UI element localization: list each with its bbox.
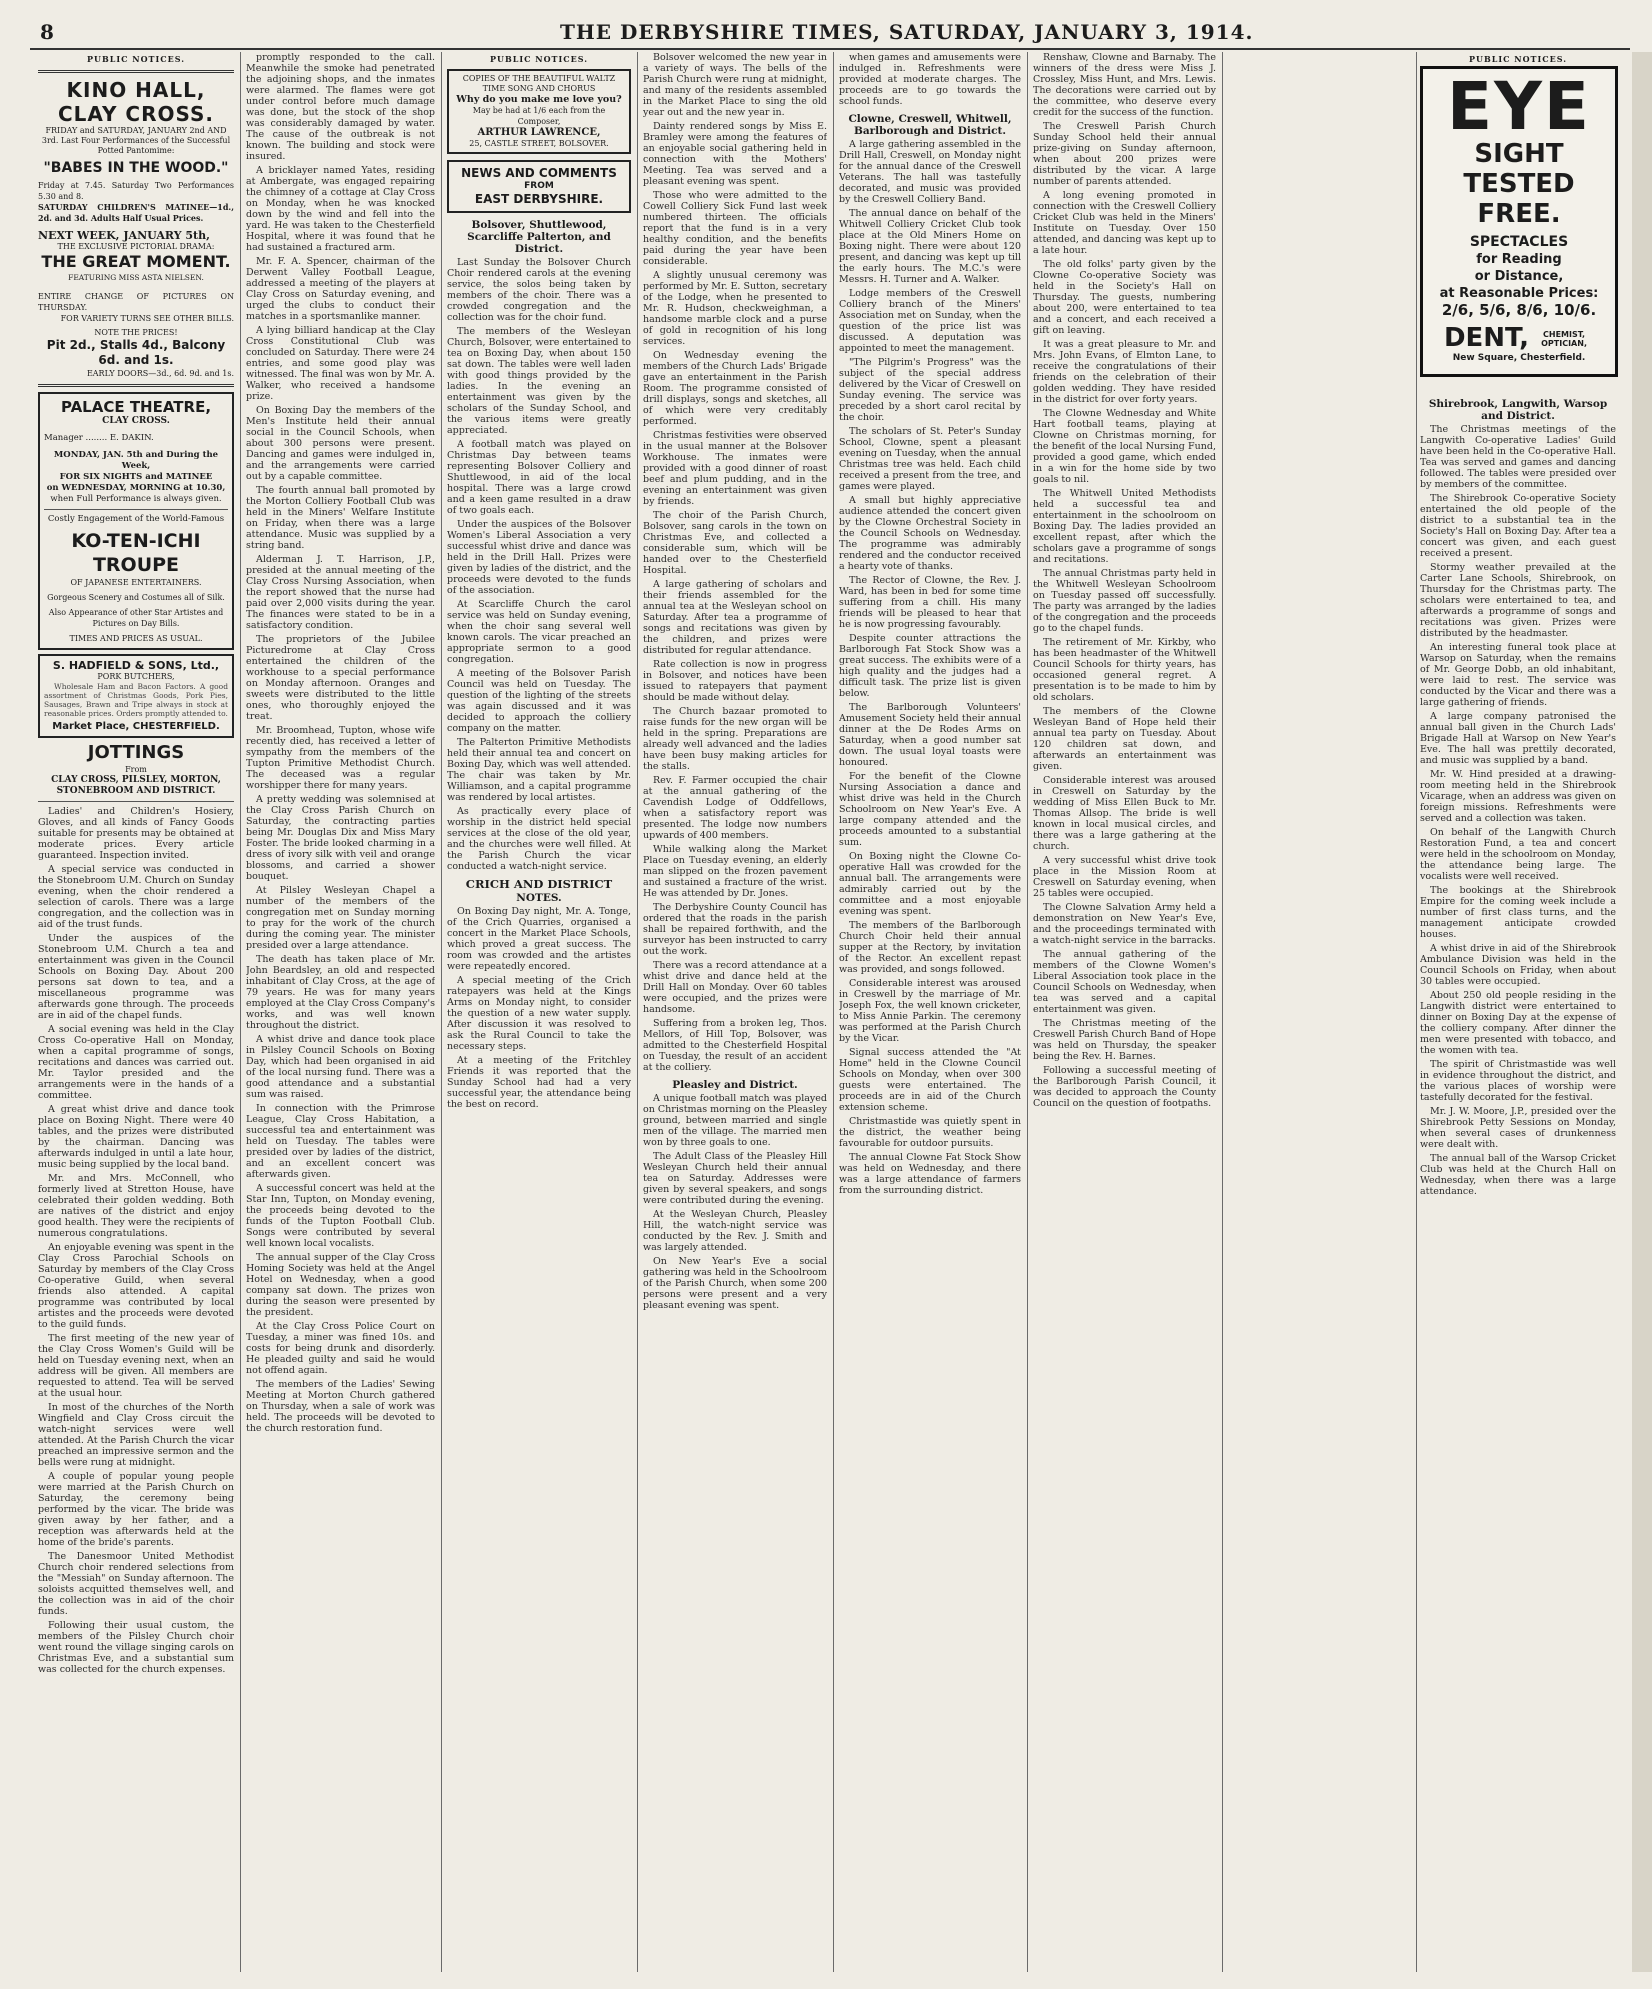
column-3 (447, 52, 631, 1972)
waltz-song-ad (447, 69, 631, 154)
newspaper-title: THE DERBYSHIRE TIMES, SATURDAY, JANUARY 3, 1914. (560, 20, 1254, 44)
clowne-heading: Clowne, Creswell, Whitwell, Barlborough and District. (848, 113, 1012, 137)
column-1 (38, 52, 234, 1972)
ad-reasonable: at Reasonable Prices: (1439, 286, 1599, 301)
kino-next-week: NEXT WEEK, JANUARY 5th, (38, 229, 210, 242)
kino-times: Friday at 7.45. Saturday Two Performances 5.30 and 8. (38, 181, 234, 201)
hadfield-ad (38, 654, 234, 738)
news-heading-box (447, 160, 631, 213)
column-7-body: Shirebrook, Langwith, Warsop and District. The Christmas meetings of the Langwith Co-operative Ladies' Guild have been held in the Co-operative Hall. Tea was served and games and dancing followed. The tables were presided over by members of the committee. The Shirebrook Co-operative Society entertained the old people of the district to a substantial tea in the Society's Hall on Boxing Day. After tea a concert was given, and each guest received a present. Stormy weather prevailed at the Carter Lane Schools, Shirebrook, on Thursday for the Christmas party. The scholars were entertained to tea, and afterwards a programme of songs and recitations was given. Prizes were distributed by the headmaster. An interesting funeral took place at Warsop on Saturday, when the remains of Mr. George Dobb, an old inhabitant, were laid to rest. The service was conducted by the Vicar and there was a large gathering of friends. A large company patronised the annual ball given in the Church Lads' Brigade Hall at Warsop on New Year's Eve. The hall was prettily decorated, and music was supplied by a band. Mr. W. Hind presided at a drawing-room meeting held in the Shirebrook Vicarage, when an address was given on foreign missions. Refreshments were served and a collection was taken. On behalf of the Langwith Church Restoration Fund, a tea and concert were held in the schoolroom on Monday, the attendance being large. The vocalists were well received. The bookings at the Shirebrook Empire for the coming week include a number of first class turns, and the management anticipate crowded houses. A whist drive in aid of the Shirebrook Ambulance Division was held in the Council Schools on Friday, when about 30 tables were occupied. About 250 old people residing in the Langwith district were entertained to dinner on Boxing Day at the expense of the colliery company. After dinner the men were presented with tobacco, and the women with tea. The spirit of Christmastide was well in evidence throughout the district, and the various places of worship were tastefully decorated for the festival. Mr. J. W. Moore, J.P., presided over the Shirebrook Petty Sessions on Monday, when several cases of drunkenness were dealt with. The annual ball of the Warsop Cricket Club was held at the Church Hall on Wednesday, when there was a large attendance. (1420, 398, 1616, 1197)
jottings-places: CLAY CROSS, PILSLEY, MORTON, STONEBROOM AND DISTRICT. (51, 775, 221, 796)
palace-times: TIMES AND PRICES AS USUAL. (69, 634, 203, 643)
divider (38, 70, 234, 73)
section-label: PUBLIC NOTICES. (1469, 54, 1567, 64)
section-label: PUBLIC NOTICES. (87, 54, 185, 64)
waltz-title: Why do you make me love you? (456, 94, 622, 105)
palace-wednesday: on WEDNESDAY, MORNING at 10.30, (46, 483, 226, 493)
ad-eye: EYE (1447, 68, 1591, 145)
page-number: 8 (40, 20, 55, 44)
ad-reading: for Reading (1476, 252, 1562, 267)
palace-theatre-ad (38, 392, 234, 650)
article-body: Last Sunday the Bolsover Church Choir rendered carols at the evening service, the solos being taken by members of the choir. There was a crowded congregation and the collection was for the choir fund. The members of the Wesleyan Church, Bolsover, were entertained to tea on Boxing Day, when about 150 sat down. The tables were well laden with good things provided by the ladies. In the evening an entertainment was given by the scholars of the Sunday School, and the various items were greatly appreciated. A football match was played on Christmas Day between teams representing Bolsover Colliery and Shuttlewood, in aid of the local hospital. There was a large crowd and a keen game resulted in a draw of two goals each. Under the auspices of the Bolsover Women's Liberal Association a very successful whist drive and dance was held in the Drill Hall. Prizes were given by ladies of the district, and the proceeds were devoted to the funds of the association. At Scarcliffe Church the carol service was held on Sunday evening, when the choir sang several well known carols. The vicar preached an appropriate sermon to a good congregation. A meeting of the Bolsover Parish Council was held on Tuesday. The question of the lighting of the streets was again discussed and it was decided to approach the colliery company on the matter. The Palterton Primitive Methodists held their annual tea and concert on Boxing Day, which was well attended. The chair was taken by Mr. Williamson, and a capital programme was rendered by local artistes. As practically every place of worship in the district held special services at the close of the old year, and the churches were well filled. At the Parish Church the vicar conducted a watch-night service. (447, 257, 631, 872)
palace-manager: Manager ........ E. DAKIN. (44, 433, 154, 443)
kino-hall-title: KINO HALL, CLAY CROSS. (57, 78, 215, 126)
divider (38, 801, 234, 802)
palace-full: when Full Performance is always given. (50, 494, 222, 504)
hadfield-sub: PORK BUTCHERS, (97, 672, 175, 681)
kino-featuring: FEATURING MISS ASTA NIELSEN. (68, 273, 204, 282)
kino-exclusive: THE EXCLUSIVE PICTORIAL DRAMA: (57, 242, 215, 251)
palace-place: CLAY CROSS. (102, 416, 170, 426)
kino-variety: FOR VARIETY TURNS SEE OTHER BILLS. (60, 314, 234, 323)
ad-prices: 2/6, 5/6, 8/6, 10/6. (1441, 301, 1597, 319)
kino-change: ENTIRE CHANGE OF PICTURES ON THURSDAY. (38, 292, 234, 312)
kino-note: NOTE THE PRICES! (94, 328, 178, 337)
column-rule (833, 52, 834, 1972)
ad-free: FREE. (1477, 199, 1561, 229)
shirebrook-heading: Shirebrook, Langwith, Warsop and District. (1428, 398, 1608, 422)
column-rule (1416, 52, 1417, 1972)
column-2: promptly responded to the call. Meanwhile the smoke had penetrated the adjoining shops, and the inmates were alarmed. The flames were got under control before much damage was done, but the stock of the shop was considerably damaged by water. The cause of the outbreak is not known. The building and stock were insured. A bricklayer named Yates, residing at Ambergate, was engaged repairing the chimney of a cottage at Clay Cross on Monday, when he was knocked down by the wind and fell into the yard. He was taken to the Chesterfield Hospital, where it was found that he had sustained a fractured arm. Mr. F. A. Spencer, chairman of the Derwent Valley Football League, addressed a meeting of the players at Clay Cross on Saturday evening, and urged the clubs to conduct their matches in a sportsmanlike manner. A lying billiard handicap at the Clay Cross Constitutional Club was concluded on Saturday. There were 24 entries, and some good play was witnessed. The final was won by Mr. A. Walker, who received a handsome prize. On Boxing Day the members of the Men's Institute held their annual social in the Council Schools, when about 300 persons were present. Dancing and games were indulged in, and the arrangements were carried out by a capable committee. The fourth annual ball promoted by the Morton Colliery Football Club was held in the Miners' Welfare Institute on Friday, when there was a large attendance. Music was supplied by a string band. Alderman J. T. Harrison, J.P., presided at the annual meeting of the Clay Cross Nursing Association, when the report showed that the nurse had paid over 2,000 visits during the year. The finances were stated to be in a satisfactory condition. The proprietors of the Jubilee Picturedrome at Clay Cross entertained the children of the workhouse to a special performance on Monday afternoon. Oranges and sweets were distributed to the little ones, who thoroughly enjoyed the treat. Mr. Broomhead, Tupton, whose wife recently died, has received a letter of sympathy from the members of the Tupton Primitive Methodist Church. The deceased was a regular worshipper there for many years. A pretty wedding was solemnised at the Clay Cross Parish Church on Saturday, the contracting parties being Mr. Douglas Dix and Miss Mary Foster. The bride looked charming in a dress of ivory silk with veil and orange blossoms, and carried a shower bouquet. At Pilsley Wesleyan Chapel a number of the members of the congregation met on Sunday morning to pray for the work of the church during the coming year. The minister presided over a large attendance. The death has taken place of Mr. John Beardsley, an old and respected inhabitant of Clay Cross, at the age of 79 years. He was for many years employed at the Clay Cross Company's works, and was well known throughout the district. A whist drive and dance took place in Pilsley Council Schools on Boxing Day, which had been organised in aid of the local nursing fund. There was a good attendance and a substantial sum was raised. In connection with the Primrose League, Clay Cross Habitation, a successful tea and entertainment was held on Tuesday. The tables were presided over by ladies of the district, and an excellent concert was afterwards given. A successful concert was held at the Star Inn, Tupton, on Monday evening, the proceeds being devoted to the funds of the Tupton Football Club. Songs were contributed by several well known local vocalists. The annual supper of the Clay Cross Homing Society was held at the Angel Hotel on Wednesday, when a good company sat down. The prizes won during the season were presented by the president. At the Clay Cross Police Court on Tuesday, a miner was fined 10s. and costs for being drunk and disorderly. He pleaded guilty and said he would not offend again. The members of the Ladies' Sewing Meeting at Morton Church gathered on Thursday, when a sale of work was held. The proceeds will be devoted to the church restoration fund. (246, 52, 435, 1434)
column-6: Renshaw, Clowne and Barnaby. The winners of the dress were Miss J. Crossley, Miss Hunt, and Mrs. Lewis. The decorations were carried out by the committee, who deserve every credit for the success of the function. The Creswell Parish Church Sunday School held their annual prize-giving on Sunday afternoon, when about 200 prizes were distributed by the vicar. A large number of parents attended. A long evening promoted in connection with the Creswell Colliery Cricket Club was held in the Miners' Institute on Tuesday. Over 150 attended, and dancing was kept up to a late hour. The old folks' party given by the Clowne Co-operative Society was held in the Society's Hall on Thursday. The guests, numbering about 200, were entertained to tea and a concert, and each received a gift on leaving. It was a great pleasure to Mr. and Mrs. John Evans, of Elmton Lane, to receive the congratulations of their friends on the celebration of their golden wedding. They have resided in the district for over forty years. The Clowne Wednesday and White Hart football teams, playing at Clowne on Christmas morning, for the benefit of the local Nursing Fund, provided a good game, which ended in a win for the home side by two goals to nil. The Whitwell United Methodists held a successful tea and entertainment in the schoolroom on Boxing Day. The ladies provided an excellent repast, after which the scholars gave a programme of songs and recitations. The annual Christmas party held in the Whitwell Wesleyan Schoolroom on Tuesday passed off successfully. The party was arranged by the ladies of the congregation and the proceeds go to the chapel funds. The retirement of Mr. Kirkby, who has been headmaster of the Whitwell Council Schools for thirty years, has occasioned general regret. A presentation is to be made to him by old scholars. The members of the Clowne Wesleyan Band of Hope held their annual tea party on Tuesday. About 120 children sat down, and afterwards an entertainment was given. Considerable interest was aroused in Creswell on Saturday by the wedding of Miss Ellen Buck to Mr. Thomas Allsop. The bride is well known in local musical circles, and there was a large gathering at the church. A very successful whist drive took place in the Mission Room at Creswell on Saturday evening, when 25 tables were occupied. The Clowne Salvation Army held a demonstration on New Year's Eve, and the proceedings terminated with a watch-night service in the barracks. The annual gathering of the members of the Clowne Women's Liberal Association took place in the Council Schools on Wednesday, when tea was served and a capital entertainment was given. The Christmas meeting of the Creswell Parish Church Band of Hope was held on Thursday, the speaker being the Rev. H. Barnes. Following a successful meeting of the Barlborough Parish Council, it was decided to approach the County Council on the question of footpaths. (1033, 52, 1216, 1109)
section-label: PUBLIC NOTICES. (490, 54, 588, 64)
palace-title: PALACE THEATRE, (60, 398, 212, 416)
waltz-line-2: May be had at 1/6 each from the Composer, (472, 106, 606, 126)
palace-nights: FOR SIX NIGHTS and MATINEE (59, 472, 213, 482)
kino-drama: THE GREAT MOMENT. (41, 252, 231, 271)
ad-spectacles: SPECTACLES (1469, 234, 1569, 250)
troupe-japanese: OF JAPANESE ENTERTAINERS. (70, 578, 202, 587)
article-body: On Boxing Day night, Mr. A. Tonge, of the Crich Quarries, organised a concert in the Market Place Schools, which proved a great success. The room was crowded and the artistes were repeatedly encored. A special meeting of the Crich ratepayers was held at the Kings Arms on Monday night, to consider the question of a new water supply. After discussion it was resolved to ask the Rural Council to take the necessary steps. At a meeting of the Fritchley Friends it was reported that the Sunday School had had a very successful year, the attendance being the best on record. (447, 906, 631, 1110)
column-rule (1027, 52, 1028, 1972)
kino-matinee: SATURDAY CHILDREN'S MATINEE—1d., 2d. and 3d. Adults Half Usual Prices. (38, 202, 234, 223)
column-rule (240, 52, 241, 1972)
ad-dent-title: CHEMIST, OPTICIAN, (1541, 330, 1587, 348)
palace-monday: MONDAY, JAN. 5th and During the Week, (53, 450, 219, 471)
waltz-composer: ARTHUR LAWRENCE, (477, 127, 601, 138)
page-edge (1632, 52, 1652, 1972)
troupe-name-2: TROUPE (92, 554, 180, 576)
hadfield-name: S. HADFIELD & SONS, Ltd., (52, 659, 220, 672)
ad-sight: SIGHT (1474, 139, 1564, 169)
kino-feature: "BABES IN THE WOOD." (43, 160, 229, 176)
ad-tested: TESTED (1463, 169, 1575, 199)
column-rule (637, 52, 638, 1972)
kino-early: EARLY DOORS—3d., 6d. 9d. and 1s. (86, 369, 234, 378)
crich-heading-2: NOTES. (516, 892, 562, 904)
masthead (30, 18, 1630, 50)
ad-body-text: Wholesale Ham and Bacon Factors. A good assortment of Christmas Goods, Pork Pies, Sausages, Brawn and Tripe always in stock at reasonable prices. Orders promptly attended to. (44, 682, 228, 718)
crich-heading-1: CRICH AND DISTRICT (465, 877, 613, 891)
waltz-line-1: COPIES OF THE BEAUTIFUL WALTZ TIME SONG AND CHORUS (462, 74, 616, 93)
ad-address: New Square, Chesterfield. (1452, 353, 1586, 363)
waltz-address: 25, CASTLE STREET, BOLSOVER. (469, 139, 609, 148)
eye-sight-ad (1420, 66, 1618, 377)
bolsover-heading: Bolsover, Shuttlewood, Scarcliffe Palterton, and District. (467, 219, 611, 255)
column-rule (1222, 52, 1223, 1972)
kino-line: FRIDAY and SATURDAY, JANUARY 2nd AND 3rd. Last Four Performances of the Successful Potted Pantomime: (41, 126, 231, 155)
divider (38, 384, 234, 387)
divider (44, 509, 228, 510)
article-body: Ladies' and Children's Hosiery, Gloves, and all kinds of Fancy Goods suitable for presents may be obtained at moderate prices. Every article guaranteed. Inspection invited. A special service was conducted in the Stonebroom U.M. Church on Sunday evening, when the choir rendered a selection of carols. There was a large congregation, and the collection was in aid of the trust funds. Under the auspices of the Stonebroom U.M. Church a tea and entertainment was given in the Council Schools on Boxing Day. About 200 persons sat down to tea, and a miscellaneous programme was afterwards gone through. The proceeds are in aid of the chapel funds. A social evening was held in the Clay Cross Co-operative Hall on Monday, when a capital programme of songs, recitations and dances was carried out. Mr. Taylor presided and the arrangements were in the hands of a committee. A great whist drive and dance took place on Boxing Night. There were 40 tables, and the prizes were distributed by the chairman. Dancing was afterwards indulged in until a late hour, music being supplied by the local band. Mr. and Mrs. McConnell, who formerly lived at Stretton House, have celebrated their golden wedding. Both are natives of the district and enjoy good health. They were the recipients of numerous congratulations. An enjoyable evening was spent in the Clay Cross Parochial Schools on Saturday by members of the Clay Cross Co-operative Guild, when several friends also attended. A capital programme was contributed by local artistes and the proceeds were devoted to the guild funds. The first meeting of the new year of the Clay Cross Women's Guild will be held on Tuesday evening next, when an address will be given. All members are requested to attend. Tea will be served at the usual hour. In most of the churches of the North Wingfield and Clay Cross circuit the watch-night services were well attended. At the Parish Church the vicar preached an impressive sermon and the bells were rung at midnight. A couple of popular young people were married at the Parish Church on Saturday, the ceremony being performed by the vicar. The bride was given away by her father, and a reception was afterwards held at the home of the bride's parents. The Danesmoor United Methodist Church choir rendered selections from the "Messiah" on Sunday afternoon. The soloists acquitted themselves well, and the collection was in aid of the choir funds. Following their usual custom, the members of the Pilsley Church choir went round the village singing carols on Christmas Eve, and a substantial sum was collected for the church expenses. (38, 806, 234, 1675)
hadfield-market: Market Place, CHESTERFIELD. (52, 721, 220, 732)
news-title-2: FROM (524, 181, 554, 191)
palace-costly: Costly Engagement of the World-Famous (47, 514, 225, 524)
jottings-title: JOTTINGS (87, 742, 185, 763)
column-4: Bolsover welcomed the new year in a variety of ways. The bells of the Parish Church were rung at midnight, and many of the residents assembled in the Market Place to sing the old year out and the new year in. Dainty rendered songs by Miss E. Bramley were among the features of an enjoyable social gathering held in connection with the Mothers' Meeting. Tea was served and a pleasant evening was spent. Those who were admitted to the Cowell Colliery Sick Fund last week numbered thirteen. The officials report that the fund is in a very healthy condition, and the benefits paid during the year have been considerable. A slightly unusual ceremony was performed by Mr. E. Sutton, secretary of the Lodge, when he presented to Mr. R. Hudson, checkweighman, a handsome marble clock and a purse of gold in recognition of his long services. On Wednesday evening the members of the Church Lads' Brigade gave an entertainment in the Parish Room. The programme consisted of drill displays, songs and sketches, all of which were very creditably performed. Christmas festivities were observed in the usual manner at the Bolsover Workhouse. The inmates were provided with a good dinner of roast beef and plum pudding, and in the evening an entertainment was given by friends. The choir of the Parish Church, Bolsover, sang carols in the town on Christmas Eve, and collected a considerable sum, which will be handed over to the Chesterfield Hospital. A large gathering of scholars and their friends assembled for the annual tea at the Wesleyan school on Saturday. After tea a programme of songs and recitations was given by the children, and prizes were distributed for regular attendance. Rate collection is now in progress in Bolsover, and notices have been issued to ratepayers that payment should be made without delay. The Church bazaar promoted to raise funds for the new organ will be held in the spring. Preparations are already well advanced and the ladies have been busy making articles for the stalls. Rev. F. Farmer occupied the chair at the annual gathering of the Cavendish Lodge of Oddfellows, when a satisfactory report was presented. The lodge now numbers upwards of 400 members. While walking along the Market Place on Tuesday evening, an elderly man slipped on the frozen pavement and sustained a fracture of the wrist. He was attended by Dr. Jones. The Derbyshire County Council has ordered that the roads in the parish shall be repaired forthwith, and the surveyor has been instructed to carry out the work. There was a record attendance at a whist drive and dance held at the Drill Hall on Monday. Over 60 tables were occupied, and the prizes were handsome. Suffering from a broken leg, Thos. Mellors, of Hill Top, Bolsover, was admitted to the Chesterfield Hospital on Tuesday, the result of an accident at the colliery. Pleasley and District. A unique football match was played on Christmas morning on the Pleasley ground, between married and single men of the village. The married men won by three goals to one. The Adult Class of the Pleasley Hill Wesleyan Church held their annual tea on Saturday. Addresses were given by several speakers, and songs were contributed during the evening. At the Wesleyan Church, Pleasley Hill, the watch-night service was conducted by the Rev. J. Smith and was largely attended. On New Year's Eve a social gathering was held in the Schoolroom of the Parish Church, when some 200 persons were present and a very pleasant evening was spent. (643, 52, 827, 1311)
troupe-name-1: KO-TEN-ICHI (71, 530, 201, 552)
pleasley-heading: Pleasley and District. (672, 1079, 798, 1091)
troupe-scenery: Gorgeous Scenery and Costumes all of Silk. (47, 593, 225, 602)
column-rule (441, 52, 442, 1972)
ad-distance: or Distance, (1474, 269, 1564, 284)
column-5: when games and amusements were indulged in. Refreshments were provided at moderate charges. The proceeds are to go towards the school funds. Clowne, Creswell, Whitwell, Barlborough and District. A large gathering assembled in the Drill Hall, Creswell, on Monday night for the annual dance of the Creswell Veterans. The hall was tastefully decorated, and music was provided by the Creswell Colliery Band. The annual dance on behalf of the Whitwell Colliery Cricket Club took place at the Old Miners Home on Boxing night. There were about 120 present, and dancing was kept up till the early hours. The M.C.'s were Messrs. H. Turner and A. Walker. Lodge members of the Creswell Colliery branch of the Miners' Association met on Sunday, when the question of the price list was discussed. A deputation was appointed to meet the management. "The Pilgrim's Progress" was the subject of the special address delivered by the Vicar of Creswell on Sunday evening. The service was preceded by a short carol recital by the choir. The scholars of St. Peter's Sunday School, Clowne, spent a pleasant evening on Tuesday, when the annual Christmas tree was held. Each child received a present from the tree, and games were played. A small but highly appreciative audience attended the concert given by the Clowne Orchestral Society in the Council Schools on Wednesday. The programme was admirably rendered and the conductor received a hearty vote of thanks. The Rector of Clowne, the Rev. J. Ward, has been in bed for some time suffering from a chill. His many friends will be pleased to hear that he is now progressing favourably. Despite counter attractions the Barlborough Fat Stock Show was a great success. The exhibits were of a high quality and the judges had a difficult task. The prize list is given below. The Barlborough Volunteers' Amusement Society held their annual dinner at the De Rodes Arms on Saturday, when a good number sat down. The usual loyal toasts were honoured. For the benefit of the Clowne Nursing Association a dance and whist drive was held in the Church Schoolroom on New Year's Eve. A large company attended and the proceeds amounted to a substantial sum. On Boxing night the Clowne Co-operative Hall was crowded for the annual ball. The arrangements were admirably carried out by the committee and a most enjoyable evening was spent. The members of the Barlborough Church Choir held their annual supper at the Rectory, by invitation of the Rector. An excellent repast was provided, and songs followed. Considerable interest was aroused in Creswell by the marriage of Mr. Joseph Fox, the well known cricketer, to Miss Annie Parkin. The ceremony was performed at the Parish Church by the Vicar. Signal success attended the "At Home" held in the Clowne Council Schools on Monday, when over 300 guests were entertained. The proceeds are in aid of the Church extension scheme. Christmastide was quietly spent in the district, the weather being favourable for outdoor pursuits. The annual Clowne Fat Stock Show was held on Wednesday, and there was a large attendance of farmers from the surrounding district. (839, 52, 1021, 1196)
jottings-from: From (125, 765, 147, 774)
ad-dent: DENT, (1443, 323, 1529, 353)
kino-prices: Pit 2d., Stalls 4d., Balcony 6d. and 1s. (46, 338, 226, 367)
news-title-1: NEWS AND COMMENTS (461, 166, 617, 180)
news-title-3: EAST DERBYSHIRE. (474, 192, 604, 206)
palace-also: Also Appearance of other Star Artistes and Pictures on Day Bills. (48, 608, 224, 628)
